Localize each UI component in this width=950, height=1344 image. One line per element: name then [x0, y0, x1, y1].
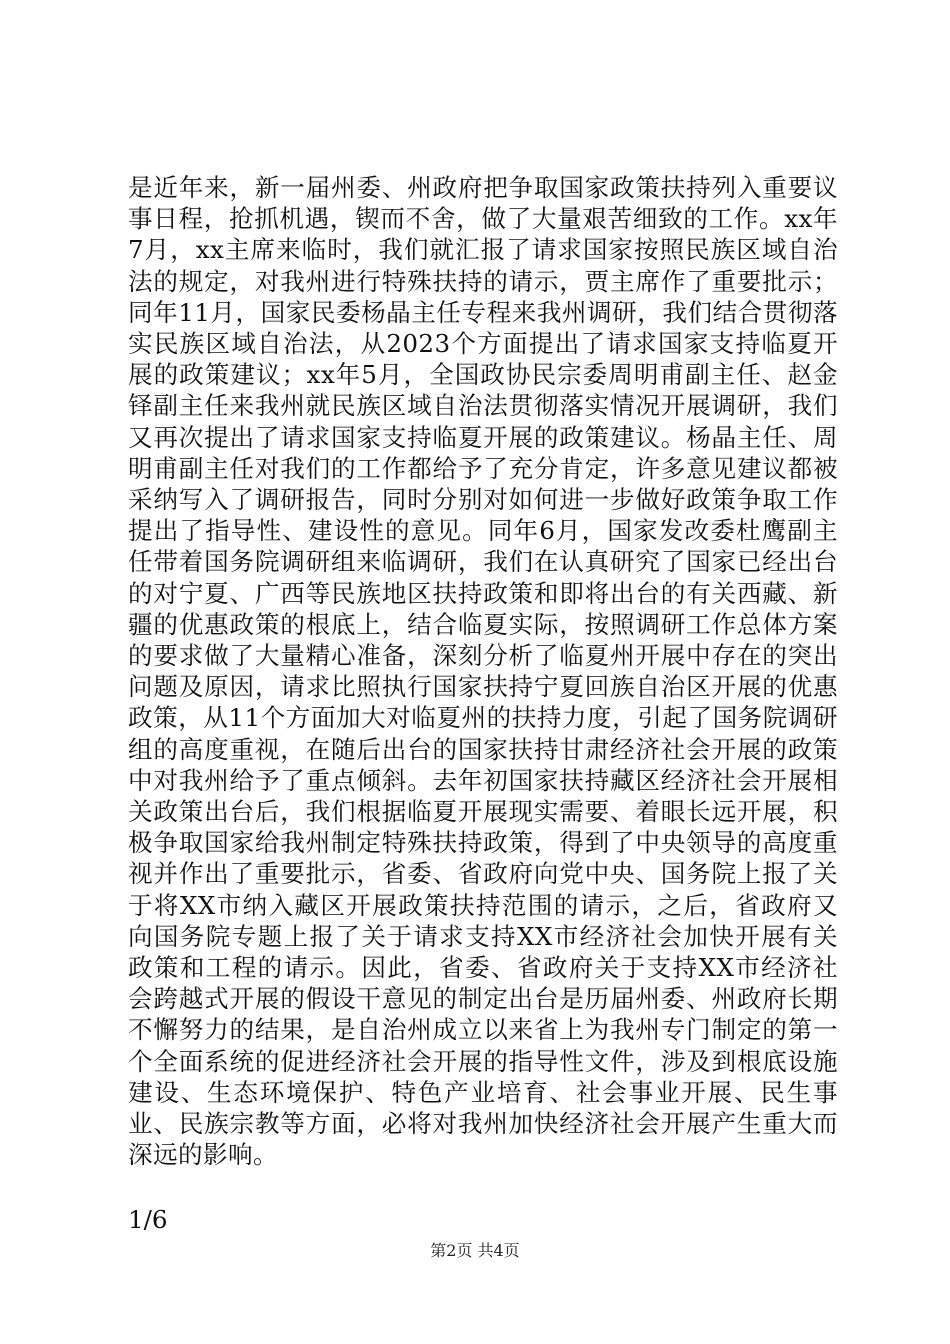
- body-paragraph: 是近年来，新一届州委、州政府把争取国家政策扶持列入重要议事日程，抢抓机遇，锲而不舍，做了大量艰苦细致的工作。xx年7月，xx主席来临时，我们就汇报了请求国家按照民族区域自治法的规定，对我州进行特殊扶持的请示，贾主席作了重要批示；同年11月，国家民委杨晶主任专程来我州调研，我们结合贯彻落实民族区域自治法，从2023个方面提出了请求国家支持临夏开展的政策建议；xx年5月，全国政协民宗委周明甫副主任、赵金铎副主任来我州就民族区域自治法贯彻落实情况开展调研，我们又再次提出了请求国家支持临夏开展的政策建议。杨晶主任、周明甫副主任对我们的工作都给予了充分肯定，许多意见建议都被采纳写入了调研报告，同时分别对如何进一步做好政策争取工作提出了指导性、建设性的意见。同年6月，国家发改委杜鹰副主任带着国务院调研组来临调研，我们在认真研究了国家已经出台的对宁夏、广西等民族地区扶持政策和即将出台的有关西藏、新疆的优惠政策的根底上，结合临夏实际，按照调研工作总体方案的要求做了大量精心准备，深刻分析了临夏州开展中存在的突出问题及原因，请求比照执行国家扶持宁夏回族自治区开展的优惠政策，从11个方面加大对临夏州的扶持力度，引起了国务院调研组的高度重视，在随后出台的国家扶持甘肃经济社会开展的政策中对我州给予了重点倾斜。去年初国家扶持藏区经济社会开展相关政策出台后，我们根据临夏开展现实需要、着眼长远开展，积极争取国家给我州制定特殊扶持政策，得到了中央领导的高度重视并作出了重要批示，省委、省政府向党中央、国务院上报了关于将XX市纳入藏区开展政策扶持范围的请示，之后，省政府又向国务院专题上报了关于请求支持XX市经济社会加快开展有关政策和工程的请示。因此，省委、省政府关于支持XX市经济社会跨越式开展的假设干意见的制定出台是历届州委、州政府长期不懈努力的结果，是自治州成立以来省上为我州专门制定的第一个全面系统的促进经济社会开展的指导性文件，涉及到根底设施建设、生态环境保护、特色产业培育、社会事业开展、民生事业、民族宗教等方面，必将对我州加快经济社会开展产生重大而深远的影响。: [128, 173, 838, 1170]
- page-footer: 第2页 共4页: [430, 1241, 520, 1260]
- inline-page-number: 1/6: [128, 1205, 168, 1234]
